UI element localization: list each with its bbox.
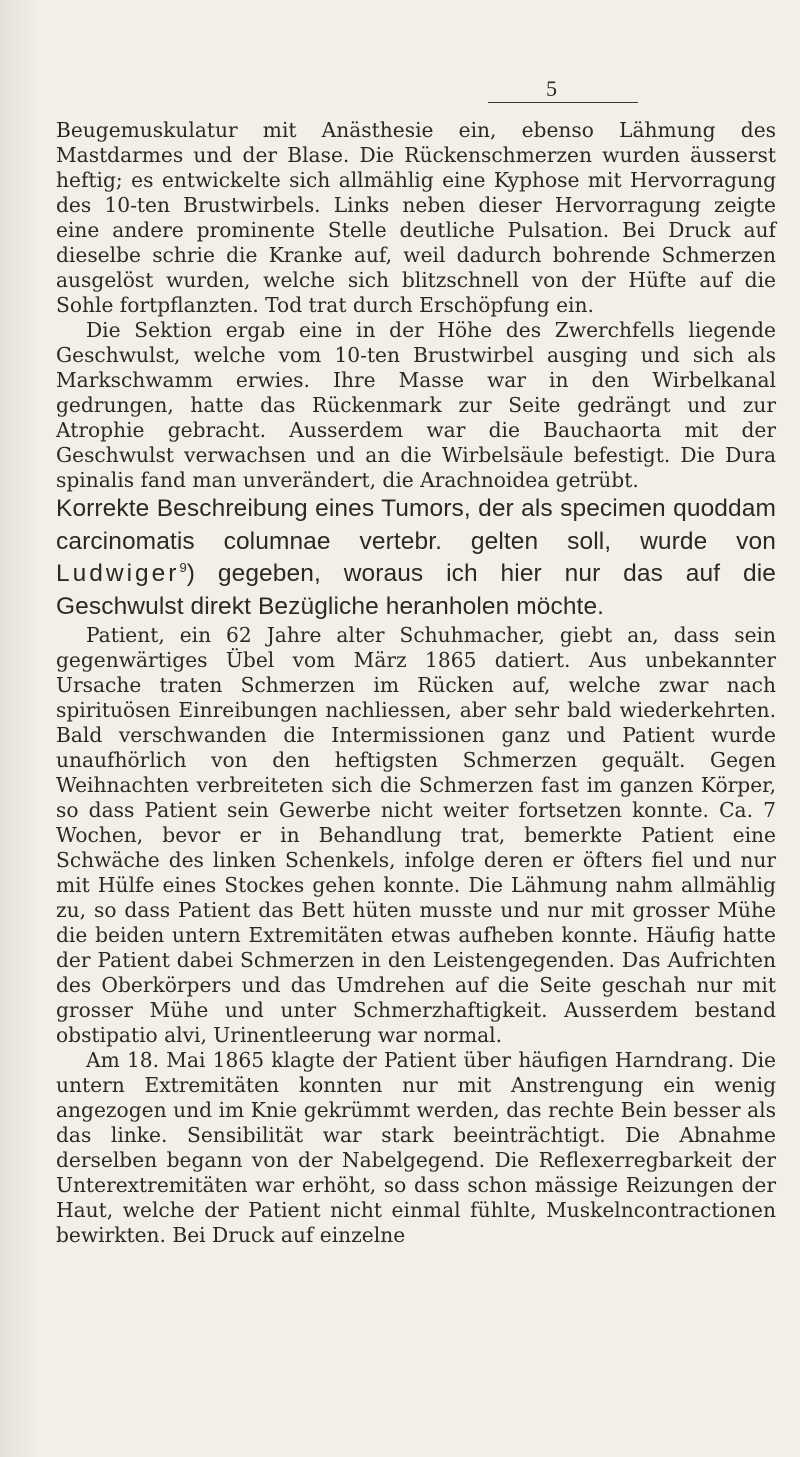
page-number: 5 [546, 76, 557, 101]
header-rule [488, 102, 638, 103]
author-name: Ludwiger [56, 560, 180, 587]
paragraph-continuation: Beugemuskulatur mit Anästhesie ein, ebenso Lähmung des Mastdarmes und der Blase. Die Rückenschmerzen wurden äusserst heftig; es entwickelte sich allmählig eine Kyphose mit Hervorragung des 10-ten Brustwirbels. Links neben dieser Hervorragung zeigte eine andere prominente Stelle deutliche Pulsation. Bei Druck auf dieselbe schrie die Kranke auf, weil dadurch bohrende Schmerzen ausgelöst wurden, welche sich blitzschnell von der Hüfte auf die Sohle fortpflanzten. Tod trat durch Erschöpfung ein. [56, 118, 776, 317]
body-text [56, 118, 776, 1248]
intro-text-start: Korrekte Beschreibung eines Tumors, der als specimen quoddam carcinomatis columnae vertebr. gelten soll, wurde von [56, 495, 776, 555]
intro-text-end: ) gegeben, woraus ich hier nur das auf die Geschwulst direkt Bezügliche heranholen möchte. [56, 560, 776, 620]
footnote-marker: 9 [179, 559, 187, 575]
paragraph-ludwiger-intro [56, 493, 776, 623]
paragraph-sektion: Die Sektion ergab eine in der Höhe des Zwerchfells liegende Geschwulst, welche vom 10-ten Brustwirbel ausging und sich als Markschwamm erwies. Ihre Masse war in den Wirbelkanal gedrungen, hatte das Rückenmark zur Seite gedrängt und zur Atrophie gebracht. Ausserdem war die Bauchaorta mit der Geschwulst verwachsen und an die Wirbelsäule befestigt. Die Dura spinalis fand man unverändert, die Arachnoidea getrübt. [56, 318, 776, 492]
paragraph-patient-history: Patient, ein 62 Jahre alter Schuhmacher, giebt an, dass sein gegenwärtiges Übel vom März 1865 datiert. Aus unbekannter Ursache traten Schmerzen im Rücken auf, welche zwar nach spirituösen Einreibungen nachliessen, aber sehr bald wiederkehrten. Bald verschwanden die Intermissionen ganz und Patient wurde unaufhörlich von den heftigsten Schmerzen gequält. Gegen Weihnachten verbreiteten sich die Schmerzen fast im ganzen Körper, so dass Patient sein Gewerbe nicht weiter fortsetzen konnte. Ca. 7 Wochen, bevor er in Behandlung trat, bemerkte Patient eine Schwäche des linken Schenkels, infolge deren er öfters fiel und nur mit Hülfe eines Stockes gehen konnte. Die Lähmung nahm allmählig zu, so dass Patient das Bett hüten musste und nur mit grosser Mühe die beiden untern Extremitäten etwas aufheben konnte. Häufig hatte der Patient dabei Schmerzen in den Leistengegenden. Das Aufrichten des Oberkörpers und das Umdrehen auf die Seite geschah nur mit grosser Mühe und unter Schmerzhaftigkeit. Ausserdem bestand obstipatio alvi, Urinentleerung war normal. [56, 623, 776, 1047]
paragraph-may-findings: Am 18. Mai 1865 klagte der Patient über häufigen Harndrang. Die untern Extremitäten konnten nur mit Anstrengung ein wenig angezogen und im Knie gekrümmt werden, das rechte Bein besser als das linke. Sensibilität war stark beeinträchtigt. Die Abnahme derselben begann von der Nabelgegend. Die Reflexerregbarkeit der Unterextremitäten war erhöht, so dass schon mässige Reizungen der Haut, welche der Patient nicht einmal fühlte, Muskelncontractionen bewirkten. Bei Druck auf einzelne [56, 1048, 776, 1247]
page-shadow [0, 0, 40, 1457]
